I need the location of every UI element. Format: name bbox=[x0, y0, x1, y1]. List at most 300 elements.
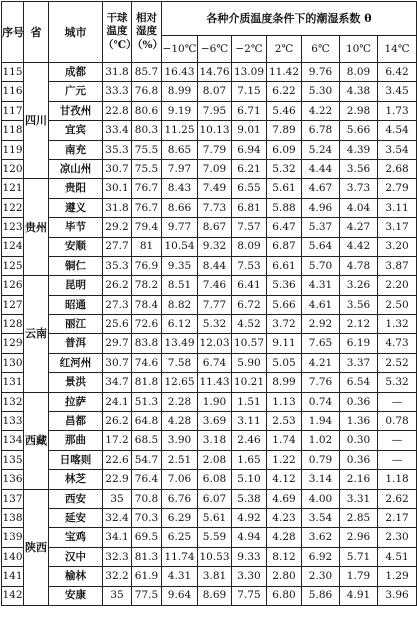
city-cell: 西安 bbox=[49, 489, 103, 508]
row-index: 120 bbox=[2, 159, 24, 178]
coefficient-cell: 7.79 bbox=[198, 140, 232, 159]
row-index: 123 bbox=[2, 218, 24, 237]
coefficient-cell: 6.92 bbox=[302, 547, 340, 566]
humidity-cell: 78.4 bbox=[132, 295, 162, 314]
coefficient-cell: 13.09 bbox=[232, 63, 267, 82]
table-body bbox=[2, 63, 417, 606]
humidity-cell: 81.3 bbox=[132, 547, 162, 566]
coefficient-cell: 6.19 bbox=[340, 334, 378, 353]
row-index: 129 bbox=[2, 334, 24, 353]
coefficient-cell: 3.14 bbox=[302, 470, 340, 489]
coefficient-cell: 1.51 bbox=[232, 392, 267, 411]
humidity-cell: 61.9 bbox=[132, 567, 162, 586]
coefficient-cell: 5.38 bbox=[232, 489, 267, 508]
dry-bulb-cell: 29.7 bbox=[103, 334, 132, 353]
city-cell: 丽江 bbox=[49, 315, 103, 334]
coefficient-cell: 4.67 bbox=[302, 179, 340, 198]
coefficient-cell: 3.45 bbox=[378, 82, 417, 101]
coefficient-cell: 4.94 bbox=[232, 528, 267, 547]
header-temp: −6℃ bbox=[198, 36, 232, 63]
coefficient-cell: 4.04 bbox=[340, 198, 378, 217]
dry-bulb-cell: 35 bbox=[103, 489, 132, 508]
city-cell: 普洱 bbox=[49, 334, 103, 353]
humidity-cell: 70.3 bbox=[132, 508, 162, 527]
dry-bulb-cell: 26.2 bbox=[103, 412, 132, 431]
dry-bulb-cell: 25.6 bbox=[103, 315, 132, 334]
row-index: 137 bbox=[2, 489, 24, 508]
coefficient-cell: 4.31 bbox=[162, 567, 198, 586]
header-index: 序号 bbox=[2, 2, 24, 63]
table-row bbox=[2, 63, 417, 82]
city-cell: 广元 bbox=[49, 82, 103, 101]
dry-bulb-cell: 32.4 bbox=[103, 508, 132, 527]
coefficient-cell: 0.78 bbox=[378, 412, 417, 431]
coefficient-cell: 2.51 bbox=[162, 450, 198, 469]
dry-bulb-cell: 30.7 bbox=[103, 159, 132, 178]
coefficient-cell: 5.71 bbox=[340, 547, 378, 566]
table-row bbox=[2, 373, 417, 392]
coefficient-cell: 1.65 bbox=[232, 450, 267, 469]
coefficient-cell: 8.66 bbox=[162, 198, 198, 217]
coefficient-cell: 1.79 bbox=[340, 567, 378, 586]
table-row bbox=[2, 392, 417, 411]
table-row bbox=[2, 353, 417, 372]
coefficient-cell: 9.64 bbox=[162, 586, 198, 605]
coefficient-cell: 6.29 bbox=[162, 508, 198, 527]
coefficient-cell: 6.41 bbox=[232, 276, 267, 295]
coefficient-cell: 1.74 bbox=[267, 431, 302, 450]
table-row bbox=[2, 508, 417, 527]
city-cell: 宝鸡 bbox=[49, 528, 103, 547]
coefficient-cell: 8.09 bbox=[232, 237, 267, 256]
coefficient-cell: 3.87 bbox=[378, 256, 417, 275]
coefficient-cell: 8.43 bbox=[162, 179, 198, 198]
coefficient-cell: 0.36 bbox=[340, 392, 378, 411]
coefficient-cell: 7.58 bbox=[162, 353, 198, 372]
coefficient-cell: 1.22 bbox=[267, 450, 302, 469]
coefficient-cell: 1.13 bbox=[267, 392, 302, 411]
header-temp: −10℃ bbox=[162, 36, 198, 63]
row-index: 134 bbox=[2, 431, 24, 450]
coefficient-cell: 4.22 bbox=[302, 101, 340, 120]
row-index: 127 bbox=[2, 295, 24, 314]
province-cell: 云南 bbox=[24, 276, 49, 392]
dry-bulb-cell: 31.8 bbox=[103, 198, 132, 217]
coefficient-cell: 2.79 bbox=[378, 179, 417, 198]
row-index: 116 bbox=[2, 82, 24, 101]
city-cell: 汉中 bbox=[49, 547, 103, 566]
header-humidity: 相对湿度（%） bbox=[132, 2, 162, 63]
coefficient-cell: 2.46 bbox=[232, 431, 267, 450]
humidity-cell: 75.5 bbox=[132, 159, 162, 178]
row-index: 136 bbox=[2, 470, 24, 489]
coefficient-cell: 1.90 bbox=[198, 392, 232, 411]
header-city: 城市 bbox=[49, 2, 103, 63]
coefficient-cell: 2.85 bbox=[340, 508, 378, 527]
dry-bulb-cell: 34.7 bbox=[103, 373, 132, 392]
coefficient-cell: 4.12 bbox=[267, 470, 302, 489]
coefficient-cell: 6.74 bbox=[198, 353, 232, 372]
city-cell: 宜宾 bbox=[49, 121, 103, 140]
coefficient-cell: 7.46 bbox=[198, 276, 232, 295]
coefficient-cell: 3.54 bbox=[302, 508, 340, 527]
coefficient-cell: 4.38 bbox=[340, 82, 378, 101]
dry-bulb-cell: 33.3 bbox=[103, 82, 132, 101]
humidity-cell: 80.6 bbox=[132, 101, 162, 120]
city-cell: 昆明 bbox=[49, 276, 103, 295]
humidity-cell: 76.4 bbox=[132, 470, 162, 489]
coefficient-cell: 5.59 bbox=[198, 528, 232, 547]
coefficient-cell: 9.19 bbox=[162, 101, 198, 120]
coefficient-cell: 2.96 bbox=[340, 528, 378, 547]
coefficient-cell: 6.94 bbox=[232, 140, 267, 159]
coefficient-cell: 12.03 bbox=[198, 334, 232, 353]
table-row bbox=[2, 470, 417, 489]
city-cell: 毕节 bbox=[49, 218, 103, 237]
province-cell: 陕西 bbox=[24, 489, 49, 605]
coefficient-cell: 9.35 bbox=[162, 256, 198, 275]
coefficient-cell: 6.08 bbox=[198, 470, 232, 489]
humidity-cell: 77.5 bbox=[132, 586, 162, 605]
coefficient-cell: 4.96 bbox=[302, 198, 340, 217]
humidity-cell: 51.3 bbox=[132, 392, 162, 411]
coefficient-cell: 8.65 bbox=[162, 140, 198, 159]
coefficient-cell: 8.07 bbox=[198, 82, 232, 101]
coefficient-cell: 3.31 bbox=[340, 489, 378, 508]
city-cell: 安康 bbox=[49, 586, 103, 605]
row-index: 130 bbox=[2, 353, 24, 372]
coefficient-cell: 6.76 bbox=[162, 489, 198, 508]
dry-bulb-cell: 31.8 bbox=[103, 63, 132, 82]
dry-bulb-cell: 22.6 bbox=[103, 450, 132, 469]
table-row bbox=[2, 489, 417, 508]
coefficient-cell: 5.66 bbox=[340, 121, 378, 140]
humidity-cell: 80.3 bbox=[132, 121, 162, 140]
table-row bbox=[2, 237, 417, 256]
city-cell: 昭通 bbox=[49, 295, 103, 314]
coefficient-cell: 5.70 bbox=[302, 256, 340, 275]
city-cell: 铜仁 bbox=[49, 256, 103, 275]
coefficient-cell: 4.27 bbox=[340, 218, 378, 237]
coefficient-cell: 4.61 bbox=[302, 295, 340, 314]
humidity-cell: 81.8 bbox=[132, 373, 162, 392]
row-index: 141 bbox=[2, 567, 24, 586]
coefficient-cell: 3.90 bbox=[162, 431, 198, 450]
coefficient-cell: 3.20 bbox=[378, 237, 417, 256]
coefficient-cell: 1.94 bbox=[302, 412, 340, 431]
coefficient-cell: 2.20 bbox=[378, 276, 417, 295]
humidity-cell: 76.9 bbox=[132, 256, 162, 275]
row-index: 124 bbox=[2, 237, 24, 256]
row-index: 125 bbox=[2, 256, 24, 275]
dry-bulb-cell: 26.2 bbox=[103, 276, 132, 295]
humidity-cell: 64.8 bbox=[132, 412, 162, 431]
coefficient-cell: 5.86 bbox=[302, 586, 340, 605]
coefficient-cell: 12.65 bbox=[162, 373, 198, 392]
coefficient-cell: 4.69 bbox=[267, 489, 302, 508]
header-temp: 14℃ bbox=[378, 36, 417, 63]
humidity-cell: 68.5 bbox=[132, 431, 162, 450]
coefficient-cell: 4.28 bbox=[162, 412, 198, 431]
coefficient-cell: 9.01 bbox=[232, 121, 267, 140]
coefficient-cell: 6.55 bbox=[232, 179, 267, 198]
coefficient-cell: 3.56 bbox=[340, 159, 378, 178]
city-cell: 贵阳 bbox=[49, 179, 103, 198]
coefficient-cell: 4.21 bbox=[302, 353, 340, 372]
row-index: 122 bbox=[2, 198, 24, 217]
coefficient-cell: 7.97 bbox=[162, 159, 198, 178]
coefficient-cell: 2.30 bbox=[378, 528, 417, 547]
city-cell: 日喀则 bbox=[49, 450, 103, 469]
coefficient-cell: 3.30 bbox=[232, 567, 267, 586]
coefficient-cell: 3.56 bbox=[340, 295, 378, 314]
humidity-cell: 75.5 bbox=[132, 140, 162, 159]
city-cell: 榆林 bbox=[49, 567, 103, 586]
row-index: 115 bbox=[2, 63, 24, 82]
table-row bbox=[2, 82, 417, 101]
table-header bbox=[2, 2, 417, 63]
coefficient-cell: 2.92 bbox=[302, 315, 340, 334]
row-index: 135 bbox=[2, 450, 24, 469]
coefficient-cell: 2.28 bbox=[162, 392, 198, 411]
table-row bbox=[2, 315, 417, 334]
row-index: 121 bbox=[2, 179, 24, 198]
coefficient-cell: 2.30 bbox=[302, 567, 340, 586]
header-temp: 6℃ bbox=[302, 36, 340, 63]
coefficient-cell: 7.49 bbox=[198, 179, 232, 198]
table-row bbox=[2, 450, 417, 469]
coefficient-cell: 1.36 bbox=[340, 412, 378, 431]
coefficient-cell: 7.89 bbox=[267, 121, 302, 140]
coefficient-cell: 6.87 bbox=[267, 237, 302, 256]
coefficient-cell: 4.52 bbox=[232, 315, 267, 334]
coefficient-cell: 3.17 bbox=[378, 218, 417, 237]
coefficient-cell: 8.99 bbox=[267, 373, 302, 392]
dry-bulb-cell: 17.2 bbox=[103, 431, 132, 450]
dry-bulb-cell: 35.3 bbox=[103, 256, 132, 275]
row-index: 139 bbox=[2, 528, 24, 547]
coefficient-cell: 4.42 bbox=[340, 237, 378, 256]
coefficient-cell: 9.32 bbox=[198, 237, 232, 256]
coefficient-cell: 5.32 bbox=[267, 159, 302, 178]
province-cell: 西藏 bbox=[24, 392, 49, 489]
humidity-cell: 54.7 bbox=[132, 450, 162, 469]
coefficient-cell: 5.88 bbox=[267, 198, 302, 217]
table-row bbox=[2, 140, 417, 159]
coefficient-cell: 5.37 bbox=[302, 218, 340, 237]
coefficient-cell: 4.91 bbox=[340, 586, 378, 605]
coefficient-cell: 5.10 bbox=[232, 470, 267, 489]
coefficient-cell: 11.42 bbox=[267, 63, 302, 82]
header-province: 省 bbox=[24, 2, 49, 63]
dry-bulb-cell: 34.1 bbox=[103, 528, 132, 547]
coefficient-cell: 5.61 bbox=[267, 179, 302, 198]
dry-bulb-cell: 30.1 bbox=[103, 179, 132, 198]
coefficient-cell: 4.78 bbox=[340, 256, 378, 275]
row-index: 140 bbox=[2, 547, 24, 566]
coefficient-cell: 5.30 bbox=[302, 82, 340, 101]
coefficient-cell: 3.69 bbox=[198, 412, 232, 431]
coefficient-cell: 1.32 bbox=[378, 315, 417, 334]
coefficient-cell: 5.32 bbox=[198, 315, 232, 334]
coefficient-cell: 6.72 bbox=[232, 295, 267, 314]
coefficient-cell: 14.76 bbox=[198, 63, 232, 82]
coefficient-cell: 5.24 bbox=[302, 140, 340, 159]
city-cell: 延安 bbox=[49, 508, 103, 527]
province-cell: 贵州 bbox=[24, 179, 49, 276]
coefficient-cell: 7.09 bbox=[198, 159, 232, 178]
coefficient-cell: 1.29 bbox=[378, 567, 417, 586]
coefficient-cell: 0.30 bbox=[340, 431, 378, 450]
coefficient-cell: 6.71 bbox=[232, 101, 267, 120]
coefficient-cell: 16.43 bbox=[162, 63, 198, 82]
city-cell: 昌都 bbox=[49, 412, 103, 431]
dry-bulb-cell: 33.4 bbox=[103, 121, 132, 140]
humidity-cell: 74.6 bbox=[132, 353, 162, 372]
coefficient-cell: 8.67 bbox=[198, 218, 232, 237]
humidity-cell: 76.7 bbox=[132, 198, 162, 217]
coefficient-cell: 0.74 bbox=[302, 392, 340, 411]
dry-bulb-cell: 29.2 bbox=[103, 218, 132, 237]
coefficient-cell: 5.36 bbox=[267, 276, 302, 295]
coefficient-cell: 3.62 bbox=[302, 528, 340, 547]
coefficient-cell: 2.98 bbox=[340, 101, 378, 120]
coefficient-cell: 2.53 bbox=[267, 412, 302, 431]
table-row bbox=[2, 567, 417, 586]
table-row bbox=[2, 159, 417, 178]
row-index: 128 bbox=[2, 315, 24, 334]
city-cell: 遵义 bbox=[49, 198, 103, 217]
table-row bbox=[2, 276, 417, 295]
coefficient-cell: 4.00 bbox=[302, 489, 340, 508]
coefficient-cell: 3.73 bbox=[340, 179, 378, 198]
coefficient-cell: 7.65 bbox=[302, 334, 340, 353]
coefficient-cell: 5.66 bbox=[267, 295, 302, 314]
coefficient-cell: 5.90 bbox=[232, 353, 267, 372]
city-cell: 南充 bbox=[49, 140, 103, 159]
coefficient-cell: 7.57 bbox=[232, 218, 267, 237]
coefficient-cell: 4.44 bbox=[302, 159, 340, 178]
coefficient-cell: 8.09 bbox=[340, 63, 378, 82]
table-row bbox=[2, 218, 417, 237]
coefficient-cell: 3.96 bbox=[378, 586, 417, 605]
coefficient-cell: 7.53 bbox=[232, 256, 267, 275]
humidity-cell: 70.8 bbox=[132, 489, 162, 508]
coefficient-cell: 9.33 bbox=[232, 547, 267, 566]
coefficient-cell: 13.49 bbox=[162, 334, 198, 353]
coefficient-cell: 10.54 bbox=[162, 237, 198, 256]
coefficient-cell: 2.50 bbox=[378, 295, 417, 314]
coefficient-cell: 8.69 bbox=[198, 586, 232, 605]
coefficient-cell: 4.28 bbox=[267, 528, 302, 547]
dry-bulb-cell: 22.8 bbox=[103, 101, 132, 120]
coefficient-cell: 10.53 bbox=[198, 547, 232, 566]
coefficient-cell: 6.12 bbox=[162, 315, 198, 334]
coefficient-cell: 8.12 bbox=[267, 547, 302, 566]
header-temp: 10℃ bbox=[340, 36, 378, 63]
coefficient-cell: 7.75 bbox=[232, 586, 267, 605]
province-cell: 四川 bbox=[24, 63, 49, 179]
coefficient-cell: 5.32 bbox=[378, 373, 417, 392]
coefficient-cell: 11.43 bbox=[198, 373, 232, 392]
coefficient-cell: 3.26 bbox=[340, 276, 378, 295]
coefficient-cell: — bbox=[378, 392, 417, 411]
coefficient-cell: 0.36 bbox=[340, 450, 378, 469]
coefficient-cell: 10.13 bbox=[198, 121, 232, 140]
coefficient-cell: 2.08 bbox=[198, 450, 232, 469]
coefficient-cell: 6.81 bbox=[232, 198, 267, 217]
coefficient-cell: 6.61 bbox=[267, 256, 302, 275]
row-index: 126 bbox=[2, 276, 24, 295]
dry-bulb-cell: 30.7 bbox=[103, 353, 132, 372]
coefficient-cell: 4.39 bbox=[340, 140, 378, 159]
humidity-cell: 85.7 bbox=[132, 63, 162, 82]
coefficient-cell: 10.21 bbox=[232, 373, 267, 392]
city-cell: 林芝 bbox=[49, 470, 103, 489]
coefficient-cell: 7.95 bbox=[198, 101, 232, 120]
coefficient-cell: 6.47 bbox=[267, 218, 302, 237]
coefficient-cell: 6.42 bbox=[378, 63, 417, 82]
row-index: 131 bbox=[2, 373, 24, 392]
header-temp: 2℃ bbox=[267, 36, 302, 63]
coefficient-cell: 4.31 bbox=[302, 276, 340, 295]
city-cell: 红河州 bbox=[49, 353, 103, 372]
city-cell: 凉山州 bbox=[49, 159, 103, 178]
coefficient-cell: 1.73 bbox=[378, 101, 417, 120]
dry-bulb-cell: 35 bbox=[103, 586, 132, 605]
coefficient-cell: 7.76 bbox=[302, 373, 340, 392]
humidity-cell: 81 bbox=[132, 237, 162, 256]
coefficient-cell: 2.80 bbox=[267, 567, 302, 586]
city-cell: 那曲 bbox=[49, 431, 103, 450]
table-row bbox=[2, 431, 417, 450]
dry-bulb-cell: 35.3 bbox=[103, 140, 132, 159]
coefficient-cell: 8.82 bbox=[162, 295, 198, 314]
table-row bbox=[2, 547, 417, 566]
coefficient-cell: 6.22 bbox=[267, 82, 302, 101]
coefficient-cell: 4.73 bbox=[378, 334, 417, 353]
row-index: 117 bbox=[2, 101, 24, 120]
coefficient-cell: 6.07 bbox=[198, 489, 232, 508]
humidity-cell: 76.7 bbox=[132, 179, 162, 198]
row-index: 119 bbox=[2, 140, 24, 159]
table-row bbox=[2, 334, 417, 353]
table-row bbox=[2, 101, 417, 120]
city-cell: 安顺 bbox=[49, 237, 103, 256]
coefficient-cell: 2.16 bbox=[340, 470, 378, 489]
coefficient-cell: 6.21 bbox=[232, 159, 267, 178]
header-temp: −2℃ bbox=[232, 36, 267, 63]
humidity-cell: 78.2 bbox=[132, 276, 162, 295]
dry-bulb-cell: 32.2 bbox=[103, 567, 132, 586]
coefficient-cell: 8.51 bbox=[162, 276, 198, 295]
coefficient-cell: 4.92 bbox=[232, 508, 267, 527]
coefficient-cell: 1.18 bbox=[378, 470, 417, 489]
coefficient-cell: 11.74 bbox=[162, 547, 198, 566]
dry-bulb-cell: 32.3 bbox=[103, 547, 132, 566]
coefficient-cell: 9.11 bbox=[267, 334, 302, 353]
row-index: 142 bbox=[2, 586, 24, 605]
dry-bulb-cell: 27.7 bbox=[103, 237, 132, 256]
table-row bbox=[2, 586, 417, 605]
coefficient-cell: 6.54 bbox=[340, 373, 378, 392]
city-cell: 甘孜州 bbox=[49, 101, 103, 120]
humidity-cell: 79.4 bbox=[132, 218, 162, 237]
coefficient-cell: 6.78 bbox=[302, 121, 340, 140]
coefficient-cell: 7.15 bbox=[232, 82, 267, 101]
coefficient-cell: 8.44 bbox=[198, 256, 232, 275]
row-index: 118 bbox=[2, 121, 24, 140]
